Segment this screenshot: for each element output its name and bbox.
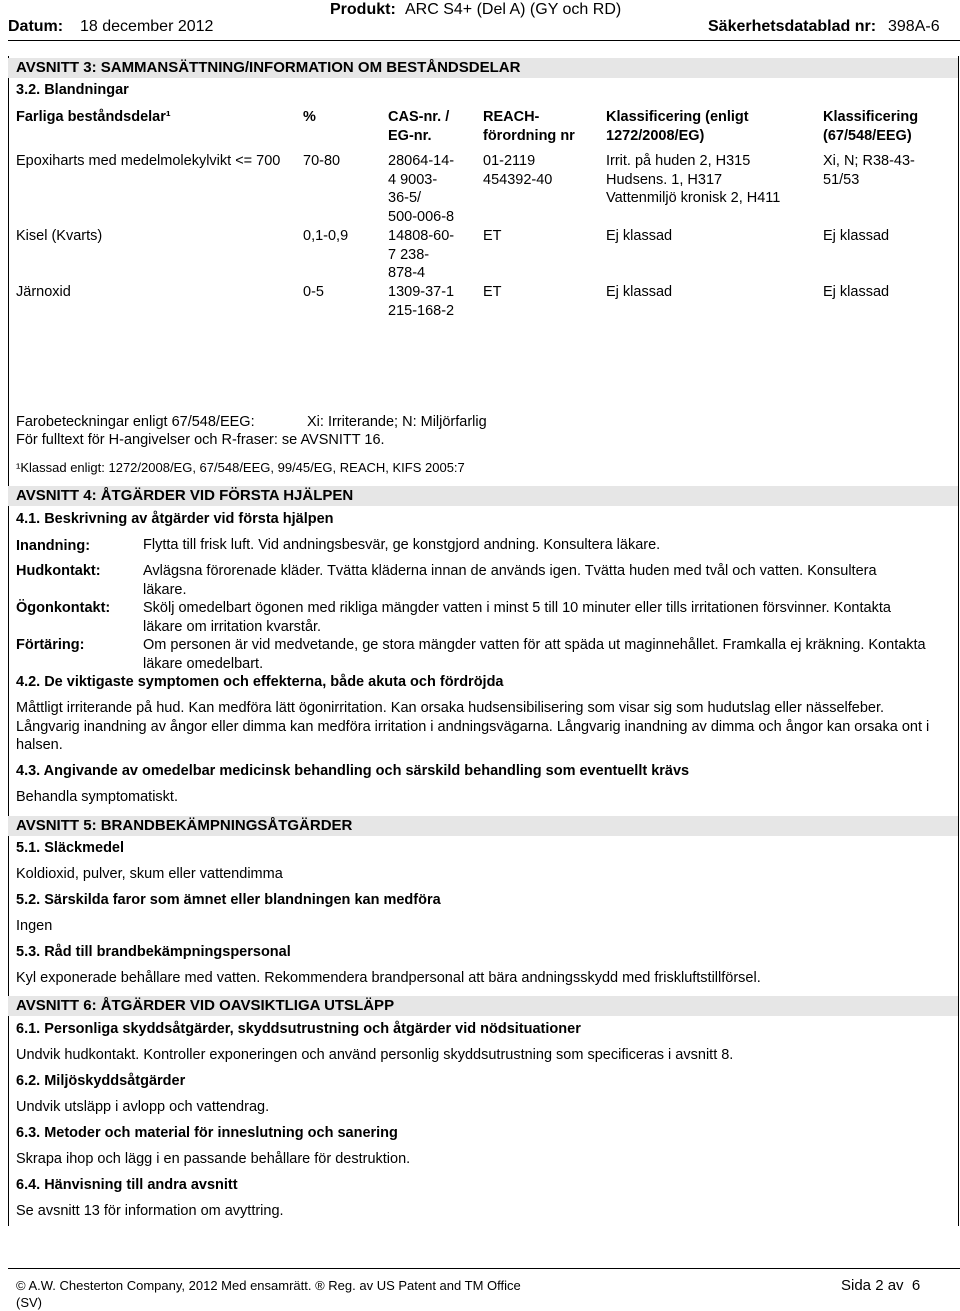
frame-left [8,56,9,1226]
section6-sub4-text: Se avsnitt 13 för information om avyttring. [16,1203,284,1219]
page-footer [0,1270,960,1311]
section6-sub2: 6.2. Miljöskyddsåtgärder [16,1073,186,1089]
row1-reach: 01-2119 454392-40 [483,153,553,188]
section4-heading: AVSNITT 4: ÅTGÄRDER VID FÖRSTA HJÄLPEN [8,486,958,506]
page-number: Sida 2 av 6 [841,1277,921,1294]
row3-name: Järnoxid [16,284,71,300]
page-header [0,0,960,40]
section4-sub1: 4.1. Beskrivning av åtgärder vid första hjälpen [16,511,334,527]
classification-footnote: ¹Klassad enligt: 1272/2008/EG, 67/548/EEG, 99/45/EG, REACH, KIFS 2005:7 [16,460,465,475]
row2-name: Kisel (Kvarts) [16,228,103,244]
section5-sub1-text: Koldioxid, pulver, skum eller vattendimma [16,866,283,882]
row1-pct: 70-80 [303,153,341,169]
inhalation-text: Flytta till frisk luft. Vid andningsbesvär, ge konstgjord andning. Konsultera läkare. [143,537,661,553]
section4-sub3-text: Behandla symptomatiskt. [16,789,178,805]
date-value: 18 december 2012 [80,18,214,35]
section5-sub2-text: Ingen [16,918,53,934]
section6-sub1-text: Undvik hudkontakt. Kontroller exponeringen och använd personlig skyddsutrustning som specificeras i avsnitt 8. [16,1047,734,1063]
hazard-symbols-label: Farobeteckningar enligt 67/548/EEG: [16,414,255,430]
ingestion-text: Om personen är vid medvetande, ge stora mängder vatten för att späda ut maginnehållet. Framkalla ej kräkning. Kontakta läkare omedelbart. [143,637,926,672]
section6-sub3-text: Skrapa ihop och lägg i en passande behållare för destruktion. [16,1151,411,1167]
col-header-substance: Farliga beståndsdelar¹ [16,109,171,125]
product-value: ARC S4+ (Del A) (GY och RD) [405,1,622,18]
row3-dsd: Ej klassad [823,284,890,300]
date-label: Datum: [8,18,64,35]
section4-sub2-text: Måttligt irriterande på hud. Kan medföra lätt ögonirritation. Kan orsaka hudsensibilisering som visar sig som hudutslag eller nässelfeber. Långvarig inandning av ångor eller dimma kan medföra irritation i andningsvägarna. Långvarig inandning av dimma och ångor kan orsaka ont i halsen. [16,700,930,753]
section6-heading: AVSNITT 6: ÅTGÄRDER VID OAVSIKTLIGA UTSLÄPP [8,996,958,1016]
row1-dsd: Xi, N; R38-43- 51/53 [823,153,915,188]
row2-dsd: Ej klassad [823,228,890,244]
section3-sub: 3.2. Blandningar [16,82,129,98]
section5-sub3-text: Kyl exponerade behållare med vatten. Rekommendera brandpersonal att bära andningsskydd med friskluftstillförsel. [16,970,761,986]
fulltext-note: För fulltext för H-angivelser och R-fraser: se AVSNITT 16. [16,432,385,448]
row1-clp: Irrit. på huden 2, H315 Hudsens. 1, H317 Vattenmiljö kronisk 2, H411 [606,153,781,206]
section6-sub2-text: Undvik utsläpp i avlopp och vattendrag. [16,1099,270,1115]
col-header-dsd: Klassificering (67/548/EEG) [823,109,919,144]
hazard-symbols-value: Xi: Irriterande; N: Miljörfarlig [307,414,487,430]
row2-pct: 0,1-0,9 [303,228,349,244]
row3-clp: Ej klassad [606,284,673,300]
ingestion-label: Förtäring: [16,637,85,653]
eye-text: Skölj omedelbart ögonen med rikliga mängder vatten i minst 5 till 10 minuter eller tills irritationen försvinner. Kontakta läkare om irritation kvarstår. [143,600,891,635]
product-label: Produkt: [330,1,396,18]
section5-sub2: 5.2. Särskilda faror som ämnet eller blandningen kan medföra [16,892,441,908]
section6-sub1: 6.1. Personliga skyddsåtgärder, skyddsutrustning och åtgärder vid nödsituationer [16,1021,581,1037]
language-code: (SV) [16,1295,42,1310]
col-header-reach: REACH-förordning nr [483,109,575,144]
row1-cas: 28064-14- 4 9003- 36-5/ 500-006-8 [388,153,455,225]
footer-rule [8,1268,960,1269]
sds-value: 398A-6 [888,18,940,35]
col-header-cas: CAS-nr. / EG-nr. [388,109,450,144]
col-header-clp: Klassificering (enligt 1272/2008/EG) [606,109,749,144]
section5-sub3: 5.3. Råd till brandbekämpningspersonal [16,944,291,960]
section6-sub3: 6.3. Metoder och material för inneslutning och sanering [16,1125,398,1141]
row1-name: Epoxiharts med medelmolekylvikt <= 700 [16,153,281,169]
frame-right [958,56,959,1226]
col-header-percent: % [303,109,316,125]
skin-text: Avlägsna förorenade kläder. Tvätta kläderna innan de används igen. Tvätta huden med tvål och vatten. Konsultera läkare. [143,563,877,598]
row2-clp: Ej klassad [606,228,673,244]
inhalation-label: Inandning: [16,538,91,554]
section5-sub1: 5.1. Släckmedel [16,840,125,856]
skin-label: Hudkontakt: [16,563,101,579]
header-rule [8,40,960,41]
section4-sub2: 4.2. De viktigaste symptomen och effekterna, både akuta och fördröjda [16,674,504,690]
section3-heading: AVSNITT 3: SAMMANSÄTTNING/INFORMATION OM BESTÅNDSDELAR [8,58,958,78]
section6-sub4: 6.4. Hänvisning till andra avsnitt [16,1177,238,1193]
section5-heading: AVSNITT 5: BRANDBEKÄMPNINGSÅTGÄRDER [8,816,958,836]
row3-pct: 0-5 [303,284,324,300]
eye-label: Ögonkontakt: [16,600,111,616]
row2-reach: ET [483,228,502,244]
row3-cas: 1309-37-1 215-168-2 [388,284,455,319]
section4-sub3: 4.3. Angivande av omedelbar medicinsk behandling och särskild behandling som eventuellt krävs [16,763,690,779]
copyright-text: © A.W. Chesterton Company, 2012 Med ensamrätt. ® Reg. av US Patent and TM Office [16,1278,521,1293]
row3-reach: ET [483,284,502,300]
sds-label: Säkerhetsdatablad nr: [708,18,877,35]
row2-cas: 14808-60- 7 238- 878-4 [388,228,455,281]
